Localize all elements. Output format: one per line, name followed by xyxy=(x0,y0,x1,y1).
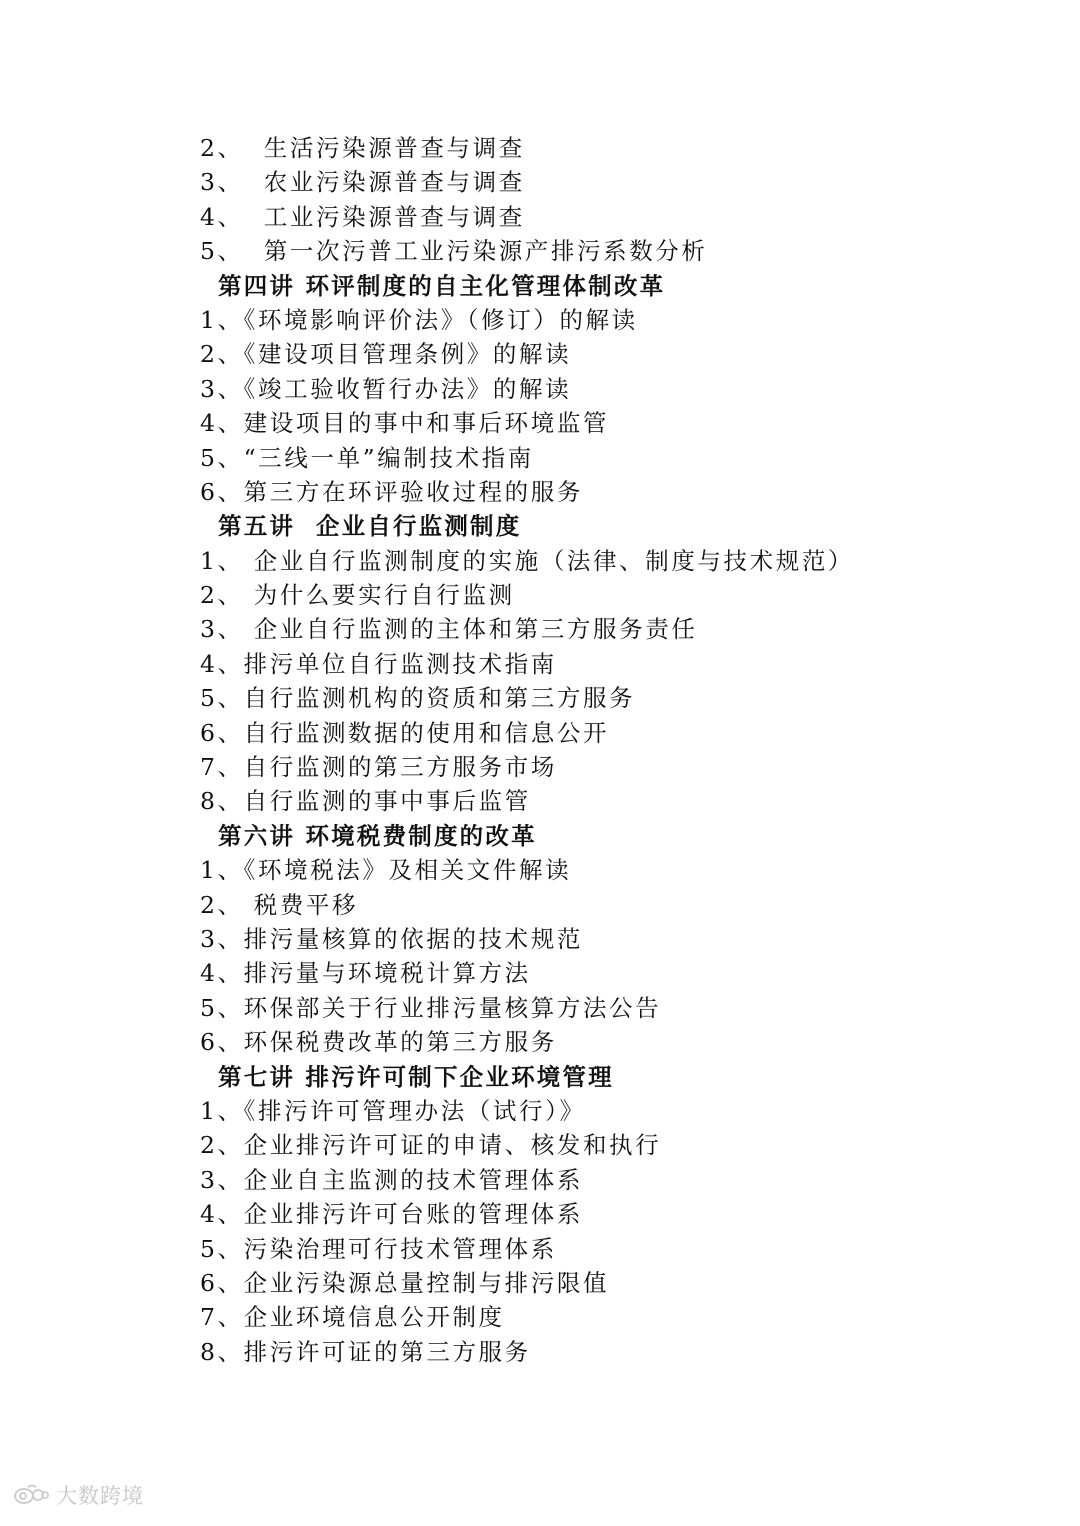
list-item: 8、排污许可证的第三方服务 xyxy=(200,1337,531,1366)
section-heading: 第四讲 环评制度的自主化管理体制改革 xyxy=(218,271,666,300)
list-item: 7、企业环境信息公开制度 xyxy=(200,1303,505,1332)
list-item: 5、自行监测机构的资质和第三方服务 xyxy=(200,684,636,713)
section-heading: 第五讲 企业自行监测制度 xyxy=(218,512,522,541)
list-item: 2、《建设项目管理条例》的解读 xyxy=(200,340,572,369)
section-heading: 第七讲 排污许可制下企业环境管理 xyxy=(218,1062,614,1091)
list-item: 7、自行监测的第三方服务市场 xyxy=(200,753,557,782)
list-item: 5、 第一次污普工业污染源产排污系数分析 xyxy=(200,237,708,266)
list-item: 3、企业自主监测的技术管理体系 xyxy=(200,1165,583,1194)
list-item: 3、排污量核算的依据的技术规范 xyxy=(200,924,583,953)
watermark-text: 大数跨境 xyxy=(56,1484,144,1508)
list-item: 4、建设项目的事中和事后环境监管 xyxy=(200,409,610,438)
section-heading: 第六讲 环境税费制度的改革 xyxy=(218,821,537,850)
list-item: 2、企业排污许可证的申请、核发和执行 xyxy=(200,1131,662,1160)
list-item: 4、排污单位自行监测技术指南 xyxy=(200,649,557,678)
list-item: 6、企业污染源总量控制与排污限值 xyxy=(200,1268,610,1297)
list-item: 6、第三方在环评验收过程的服务 xyxy=(200,477,583,506)
list-item: 4、排污量与环境税计算方法 xyxy=(200,959,531,988)
list-item: 6、自行监测数据的使用和信息公开 xyxy=(200,718,610,747)
list-item: 3、《竣工验收暂行办法》的解读 xyxy=(200,374,572,403)
list-item: 5、“三线一单”编制技术指南 xyxy=(200,443,534,472)
weibo-eye-logo-icon xyxy=(12,1483,50,1507)
list-item: 5、污染治理可行技术管理体系 xyxy=(200,1234,557,1263)
list-item: 1、《环境税法》及相关文件解读 xyxy=(200,856,572,885)
list-item: 3、 企业自行监测的主体和第三方服务责任 xyxy=(200,615,698,644)
list-item: 2、 生活污染源普查与调查 xyxy=(200,134,525,162)
document-body xyxy=(200,131,1060,1369)
list-item: 6、环保税费改革的第三方服务 xyxy=(200,1028,557,1057)
list-item: 4、 工业污染源普查与调查 xyxy=(200,202,525,231)
watermark xyxy=(12,1480,144,1510)
list-item: 1、《排污许可管理办法（试行）》 xyxy=(200,1096,586,1125)
list-item: 1、《环境影响评价法》（修订）的解读 xyxy=(200,305,638,334)
list-item: 1、 企业自行监测制度的实施（法律、制度与技术规范） xyxy=(200,546,855,575)
list-item: 4、企业排污许可台账的管理体系 xyxy=(200,1200,583,1229)
list-item: 8、自行监测的事中事后监管 xyxy=(200,787,531,816)
list-item: 2、 税费平移 xyxy=(200,890,359,919)
list-item: 3、 农业污染源普查与调查 xyxy=(200,168,525,197)
list-item: 5、环保部关于行业排污量核算方法公告 xyxy=(200,993,662,1022)
list-item: 2、 为什么要实行自行监测 xyxy=(200,581,515,610)
